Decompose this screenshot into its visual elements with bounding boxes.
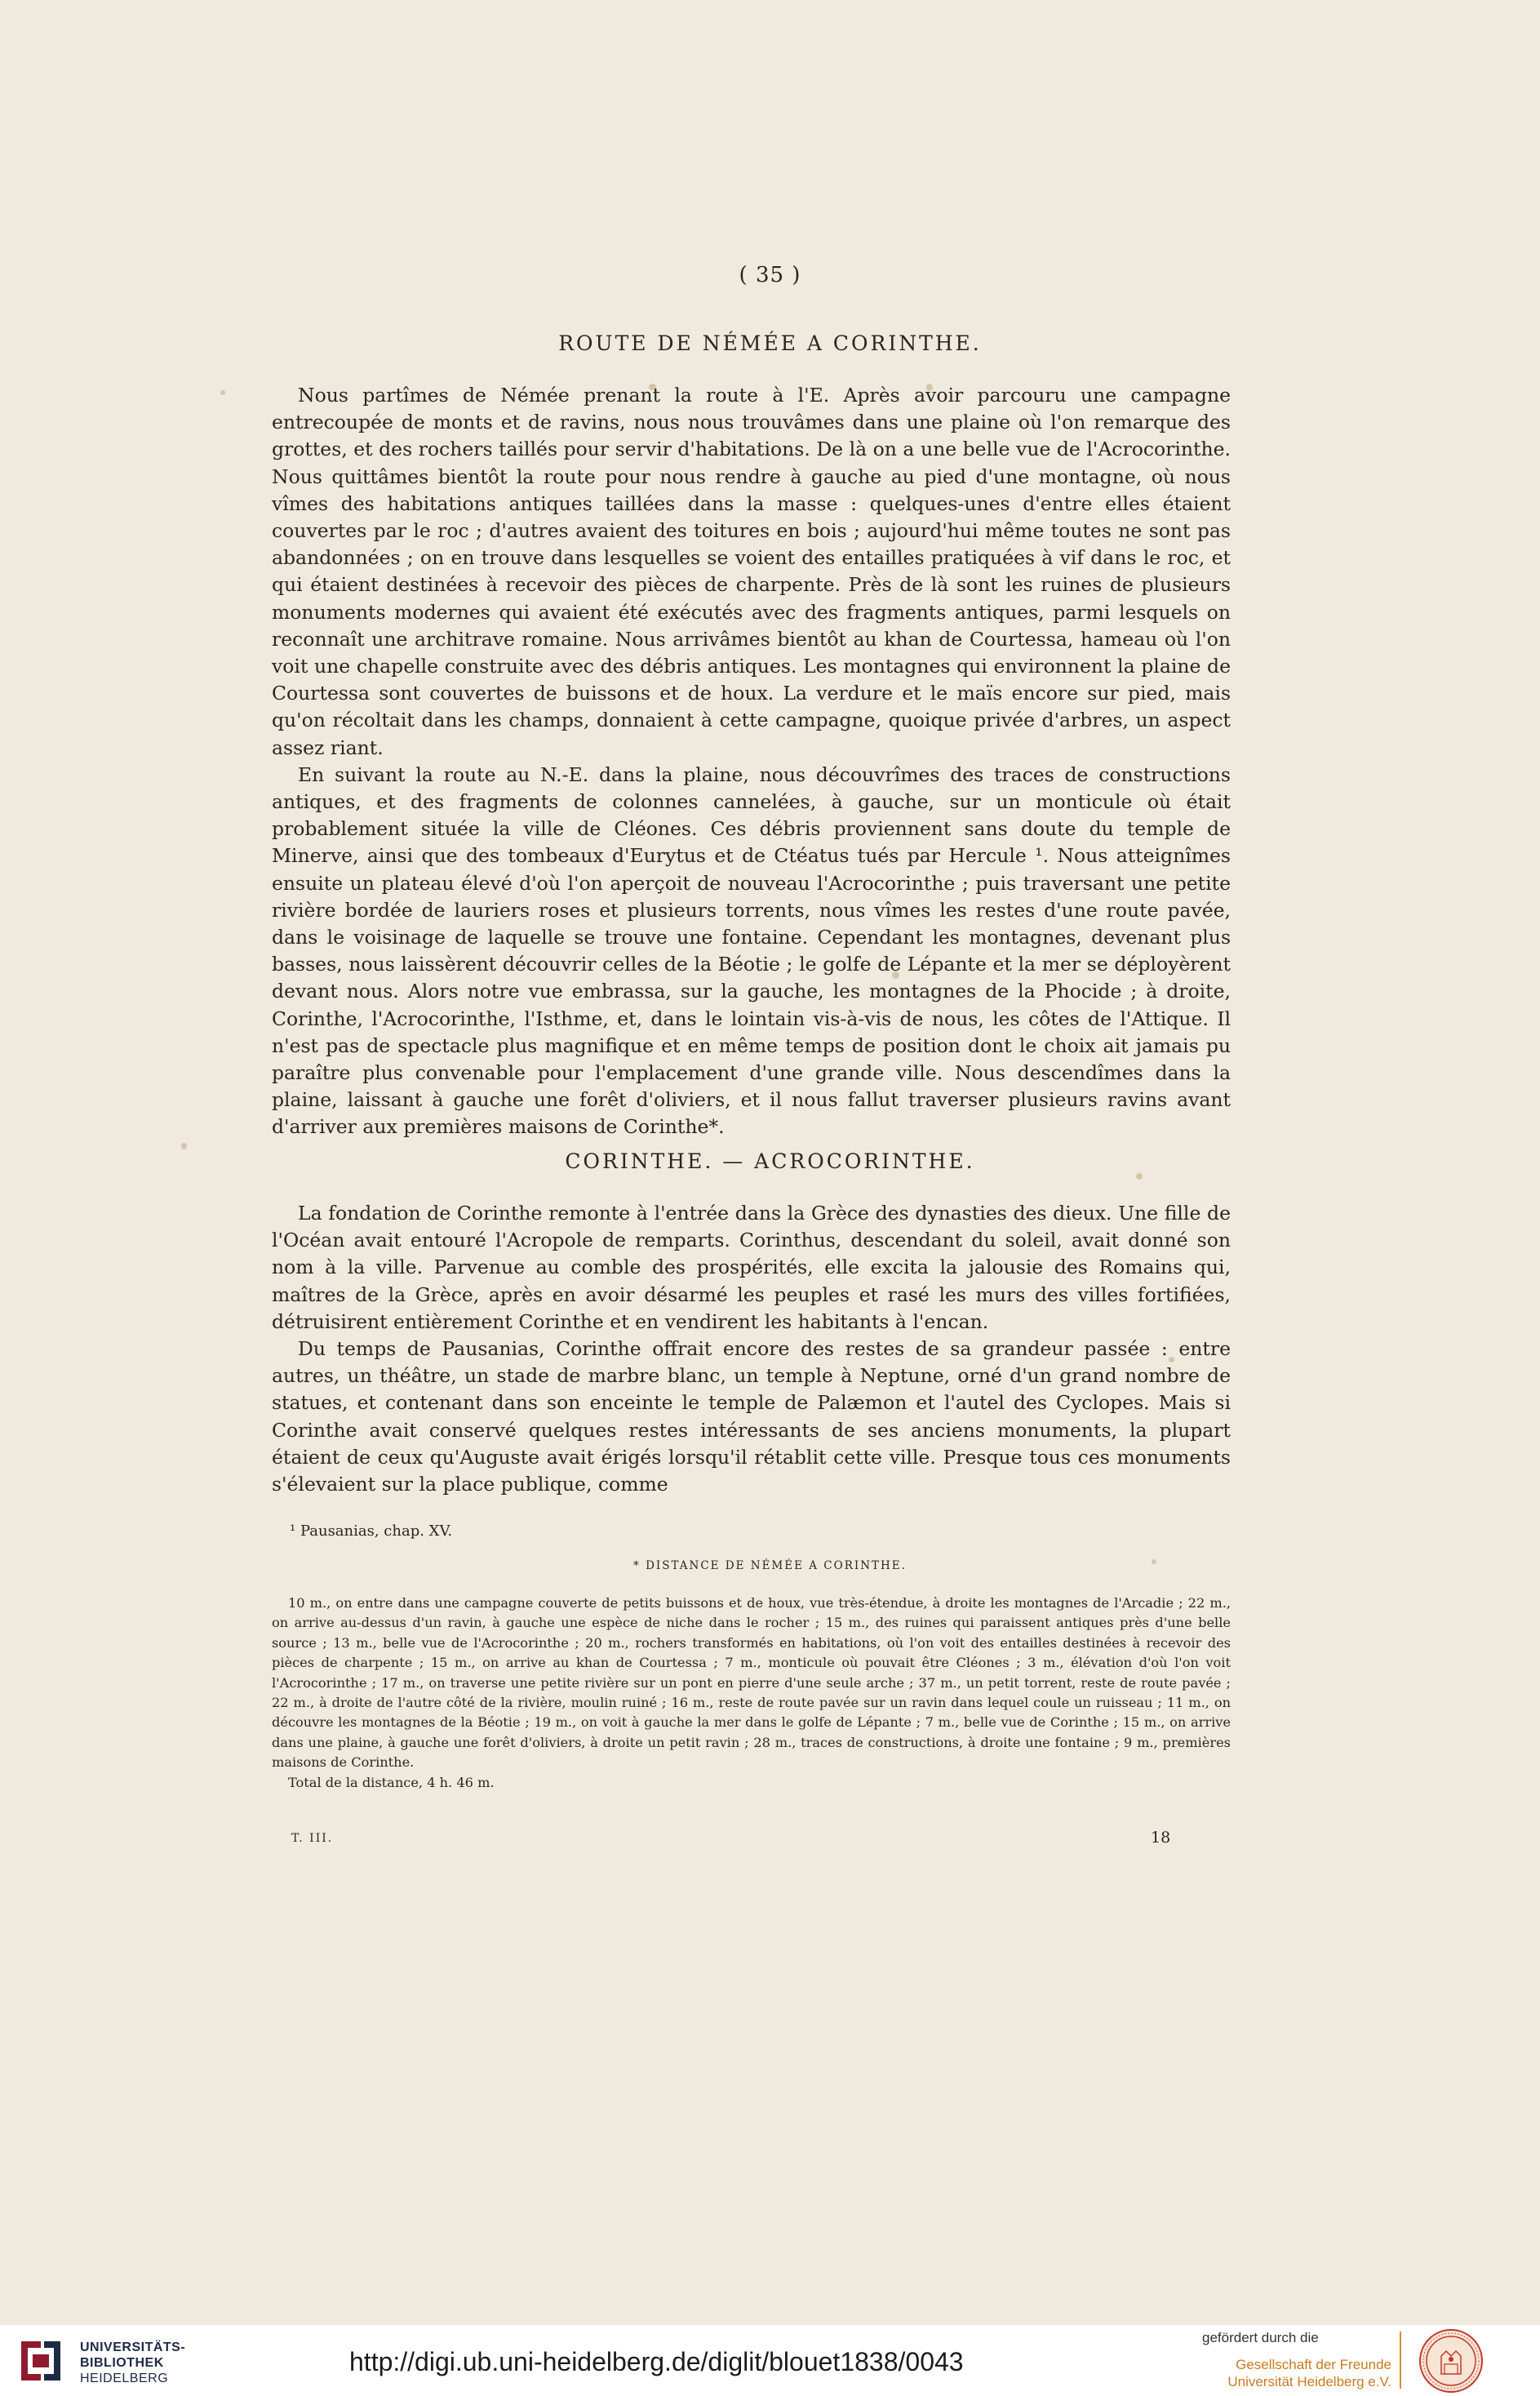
section-corinthe-body [272, 1200, 1231, 1498]
library-name[interactable] [80, 2340, 185, 2386]
volume-signature: T. III. [291, 1832, 334, 1845]
university-seal-icon[interactable] [1418, 2328, 1484, 2394]
foxing-spot [181, 1143, 187, 1149]
paragraph: En suivant la route au N.-E. dans la plaine, nous découvrîmes des traces de constructions antiques, et des fragments de colonnes cannelées, à gauche, sur un monticule où était probablement située la ville de Cléones. Ces débris proviennent sans doute du temple de Minerve, ainsi que des tombeaux d'Eurytus et de Ctéatus tués par Hercule ¹. Nous atteignîmes ensuite un plateau élevé d'où l'on aperçoit de nouveau l'Acrocorinthe ; puis traversant une petite rivière bordée de lauriers roses et plusieurs torrents, nous vîmes les restes d'une route pavée, dans le voisinage de laquelle se trouve une fontaine. Cependant les montagnes, devenant plus basses, nous laissèrent découvrir celles de la Béotie ; le golfe de Lépante et la mer se déployèrent devant nous. Alors notre vue embrassa, sur la gauche, les montagnes de la Phocide ; à droite, Corinthe, l'Acrocorinthe, l'Isthme, et, dans le lointain vis-à-vis de nous, les côtes de l'Attique. Il n'est pas de spectacle plus magnifique et en même temps de position dont le choix ait jamais pu paraître plus convenable pour l'emplacement d'une grande ville. Nous descendîmes dans la plaine, laissant à gauche une forêt d'oliviers, et il nous fallut traverser plusieurs ravins avant d'arriver aux premières maisons de Corinthe*. [272, 762, 1231, 1139]
sponsor-name-line: Gesellschaft der Freunde [1236, 2357, 1391, 2372]
sponsor-divider [1400, 2332, 1401, 2389]
library-name-line: UNIVERSITÄTS- [80, 2340, 186, 2354]
paragraph: La fondation de Corinthe remonte à l'entrée dans la Grèce des dynasties des dieux. Une fille de l'Océan avait entouré l'Acropole de remparts. Corinthus, descendant du soleil, avait donné son nom à la ville. Parvenue au comble des prospérités, elle excita la jalousie des Romains qui, maîtres de la Grèce, après en avoir désarmé les peuples et rasé les murs des villes fortifiées, détruisirent entièrement Corinthe et en vendirent les habitants à l'encan. [272, 1202, 1231, 1333]
section-route-body [272, 382, 1231, 1141]
distance-title: * DISTANCE DE NÉMÉE A CORINTHE. [633, 1559, 907, 1572]
permalink-url[interactable]: http://digi.ub.uni-heidelberg.de/diglit/blouet1838/0043 [349, 2347, 964, 2376]
footer-bar [0, 2325, 1540, 2396]
library-name-line: BIBLIOTHEK [80, 2356, 164, 2370]
distance-total: Total de la distance, 4 h. 46 m. [288, 1774, 495, 1790]
footnote: ¹ Pausanias, chap. XV. [290, 1523, 453, 1540]
sheet-signature: 18 [1151, 1829, 1171, 1847]
sponsor-name[interactable] [1175, 2356, 1391, 2390]
foxing-spot [1136, 1173, 1143, 1180]
foxing-spot [220, 390, 225, 395]
library-name-line: HEIDELBERG [80, 2372, 169, 2385]
paragraph: Nous partîmes de Némée prenant la route à l'E. Après avoir parcouru une campagne entrecoupée de monts et de ravins, nous nous trouvâmes dans une plaine où l'on remarque des grottes, et des rochers taillés pour servir d'habitations. De là on a une belle vue de l'Acrocorinthe. Nous quittâmes bientôt la route pour nous rendre à gauche au pied d'une montagne, où nous vîmes des habitations antiques taillées dans la masse : quelques-unes d'entre elles étaient couvertes par le roc ; d'autres avaient des toitures en bois ; aujourd'hui même toutes ne sont pas abandonnées ; on en trouve dans lesquelles se voient des entailles pratiquées à vif dans le roc, et qui étaient destinées à recevoir des pièces de charpente. Près de là sont les ruines de plusieurs monuments modernes qui avaient été exécutés avec des fragments antiques, parmi lesquels on reconnaît une architrave romaine. Nous arrivâmes bientôt au khan de Courtessa, hameau où l'on voit une chapelle construite avec des débris antiques. Les montagnes qui environnent la plaine de Courtessa sont couvertes de buissons et de houx. La verdure et le maïs encore sur pied, mais qu'on récoltait dans les champs, donnaient à cette campagne, quoique privée d'arbres, un aspect assez riant. [272, 384, 1231, 759]
distance-text: 10 m., on entre dans une campagne couverte de petits buissons et de houx, vue très-étendue, à droite les montagnes de l'Arcadie ; 22 m., on arrive au-dessus d'un ravin, à gauche une espèce de niche dans le rocher ; 15 m., des ruines qui paraissent antiques près d'une belle source ; 13 m., belle vue de l'Acrocorinthe ; 20 m., rochers transformés en habitations, où l'on voit des entailles destinées à recevoir des pièces de charpente ; 15 m., on arrive au khan de Courtessa ; 7 m., monticule où pouvait être Cléones ; 3 m., élévation d'où l'on voit l'Acrocorinthe ; 17 m., on traverse une petite rivière sur un pont en pierre d'une seule arche ; 37 m., un petit torrent, reste de route pavée ; 22 m., à droite de l'autre côté de la rivière, moulin ruiné ; 16 m., reste de route pavée sur un ravin dans lequel coule un ruisseau ; 11 m., on découvre les montagnes de la Béotie ; 19 m., on voit à gauche la mer dans le golfe de Lépante ; 7 m., belle vue de Corinthe ; 15 m., on arrive dans une plaine, à gauche une forêt d'oliviers, à droite un petit ravin ; 28 m., traces de constructions, à droite une fontaine ; 9 m., premières maisons de Corinthe. [272, 1595, 1231, 1771]
section-title-route: ROUTE DE NÉMÉE A CORINTHE. [558, 331, 982, 355]
ub-heidelberg-logo-icon[interactable] [16, 2336, 65, 2385]
section-title-corinthe: CORINTHE. — ACROCORINTHE. [565, 1149, 975, 1173]
sponsor-name-line: Universität Heidelberg e.V. [1227, 2374, 1391, 2389]
sponsor-label: gefördert durch die [1202, 2330, 1319, 2345]
distance-note [272, 1594, 1231, 1793]
page-number: ( 35 ) [739, 263, 801, 287]
paragraph: Du temps de Pausanias, Corinthe offrait encore des restes de sa grandeur passée : entre autres, un théâtre, un stade de marbre blanc, un temple à Neptune, orné d'un grand nombre de statues, et contenant dans son enceinte le temple de Palæmon et l'autel des Cyclopes. Mais si Corinthe avait conservé quelques restes intéressants de ses anciens monuments, la plupart étaient de ceux qu'Auguste avait érigés lorsqu'il rétablit cette ville. Presque tous ces monuments s'élevaient sur la place publique, comme [272, 1337, 1231, 1496]
